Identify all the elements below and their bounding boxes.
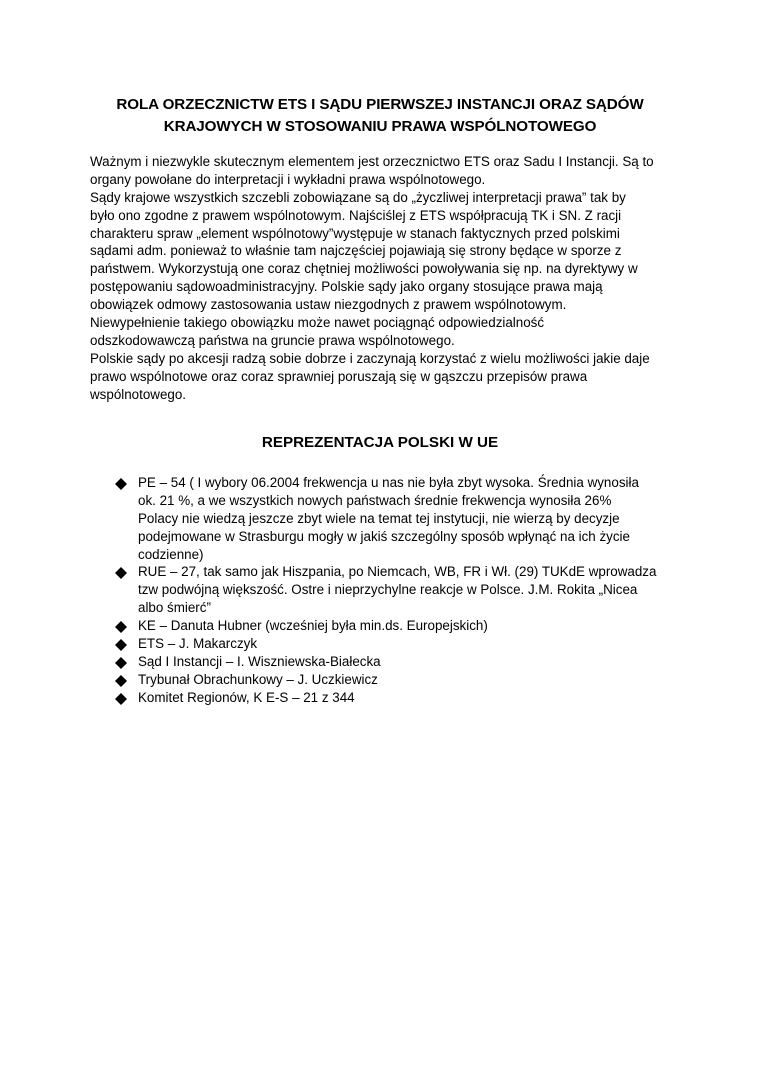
list-item-line: Komitet Regionów, K E-S – 21 z 344	[138, 689, 355, 705]
list-item-line: Polacy nie wiedzą jeszcze zbyt wiele na temat tej instytucji, nie wierzą by decyzje	[138, 510, 620, 526]
bullet-list	[115, 474, 695, 707]
list-item-line: podejmowane w Strasburgu mogły w jakiś szczególny sposób wpłynąć na ich życie	[138, 528, 630, 544]
body-line: Polskie sądy po akcesji radzą sobie dobrze i zaczynają korzystać z wielu możliwości jakie daje	[90, 350, 650, 366]
body-line: sądami adm. ponieważ to właśnie tam najczęściej pojawiają się strony będące w sporze z	[90, 243, 622, 259]
list-item	[115, 653, 695, 671]
list-item-line: ETS – J. Makarczyk	[138, 636, 258, 652]
body-line: państwem. Wykorzystują one coraz chętniej możliwości powoływania się np. na dyrektywy w	[90, 261, 638, 277]
body-line: było ono zgodne z prawem wspólnotowym. Najściślej z ETS współpracują TK i SN. Z racji	[90, 207, 622, 223]
list-item-line: codzienne)	[138, 546, 204, 562]
list-item	[115, 474, 695, 563]
list-item-line: albo śmierć”	[138, 600, 211, 616]
list-item	[115, 689, 695, 707]
list-item	[115, 635, 695, 653]
body-line: odszkodowawczą państwa na gruncie prawa wspólnotowego.	[90, 332, 455, 348]
diamond-bullet-icon	[115, 478, 127, 490]
body-line: Niewypełnienie takiego obowiązku może nawet pociągnąć odpowiedzialność	[90, 315, 545, 331]
body-paragraphs	[90, 153, 690, 403]
diamond-bullet-icon	[115, 567, 127, 579]
list-item-line: ok. 21 %, a we wszystkich nowych państwach średnie frekwencja wynosiła 26%	[138, 492, 612, 508]
list-item-line: tzw podwójną większość. Ostre i nieprzychylne reakcje w Polsce. J.M. Rokita „Nicea	[138, 582, 638, 598]
diamond-bullet-icon	[115, 693, 127, 705]
diamond-bullet-icon	[115, 657, 127, 669]
body-line: charakteru spraw „element wspólnotowy”występuje w stanach faktycznych przed polskimi	[90, 225, 620, 241]
page-title-line-2: KRAJOWYCH W STOSOWANIU PRAWA WSPÓLNOTOWEGO	[163, 118, 597, 135]
body-line: prawo wspólnotowe oraz coraz sprawniej poruszają się w gąszczu przepisów prawa	[90, 368, 588, 384]
body-line: obowiązek odmowy zastosowania ustaw niezgodnych z prawem wspólnotowym.	[90, 297, 567, 313]
section-heading: REPREZENTACJA POLSKI W UE	[261, 434, 499, 451]
diamond-bullet-icon	[115, 639, 127, 651]
diamond-bullet-icon	[115, 675, 127, 687]
body-line: postępowaniu sądowoadministracyjny. Polskie sądy jako organy stosujące prawa mają	[90, 279, 603, 295]
list-item	[115, 563, 695, 617]
list-item-line: Trybunał Obrachunkowy – J. Uczkiewicz	[138, 671, 378, 687]
page-title-line-1: ROLA ORZECZNICTW ETS I SĄDU PIERWSZEJ INSTANCJI ORAZ SĄDÓW	[116, 96, 644, 113]
list-item	[115, 671, 695, 689]
body-line: organy powołane do interpretacji i wykładni prawa wspólnotowego.	[90, 171, 486, 187]
list-item-line: RUE – 27, tak samo jak Hiszpania, po Niemcach, WB, FR i Wł. (29) TUKdE wprowadza	[138, 564, 657, 580]
list-item-line: Sąd I Instancji – I. Wiszniewska-Białecka	[138, 653, 381, 669]
body-line: Ważnym i niezwykle skutecznym elementem jest orzecznictwo ETS oraz Sadu I Instancji. Są to	[90, 154, 654, 169]
list-item-line: KE – Danuta Hubner (wcześniej była min.ds. Europejskich)	[138, 618, 488, 634]
diamond-bullet-icon	[115, 621, 127, 633]
list-item	[115, 617, 695, 635]
page-title	[80, 94, 680, 138]
body-line: wspólnotowego.	[90, 386, 187, 402]
list-item-line: PE – 54 ( I wybory 06.2004 frekwencja u nas nie była zbyt wysoka. Średnia wynosiła	[138, 475, 639, 490]
body-line: Sądy krajowe wszystkich szczebli zobowiązane są do „życzliwej interpretacji prawa” tak by	[90, 189, 626, 205]
